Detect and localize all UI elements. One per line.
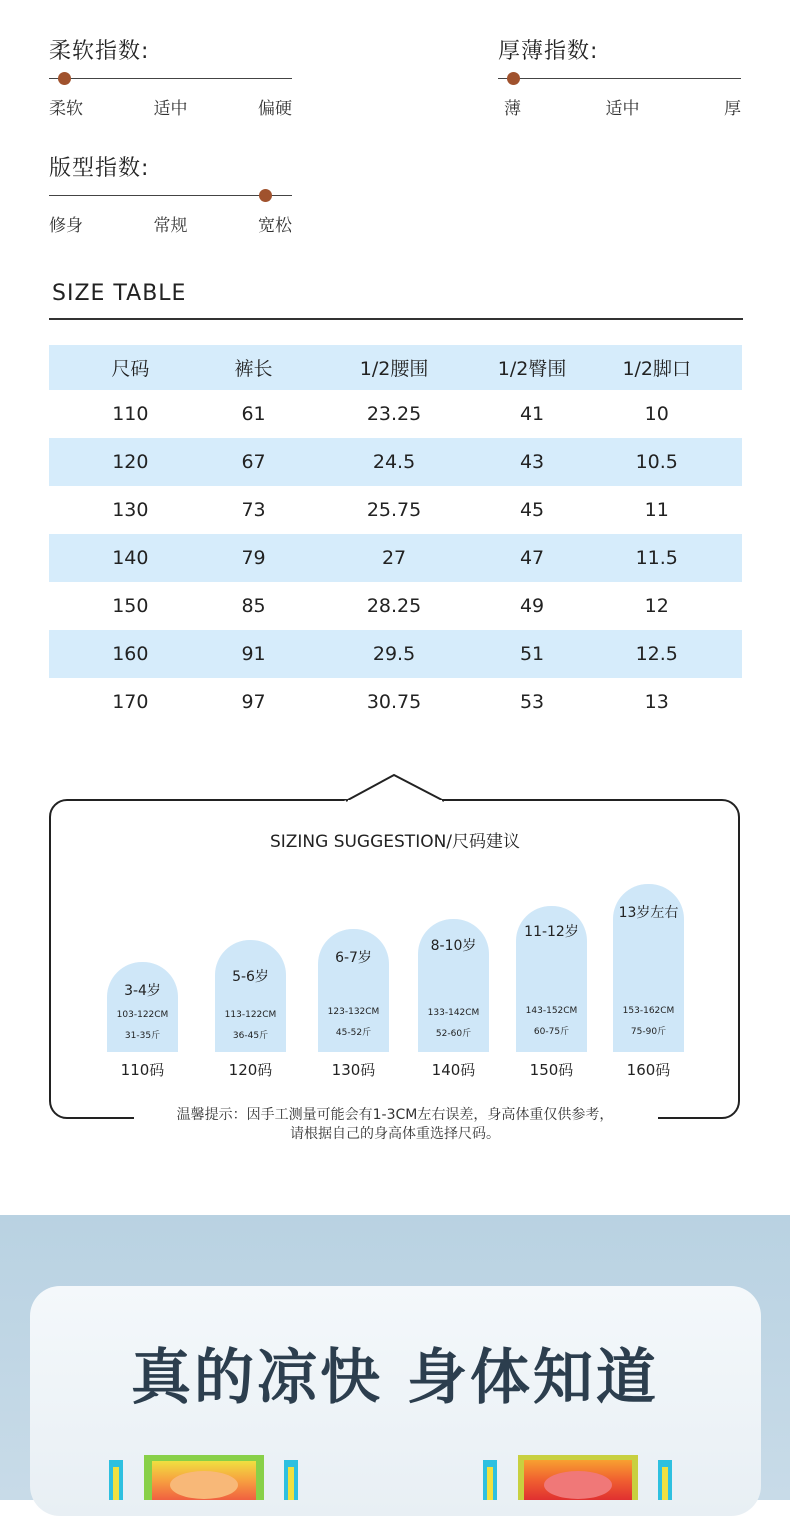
header-waist: 1/2腰围 [359,358,429,380]
thickness-index-labels [498,94,741,119]
fit-index [49,151,294,236]
fit-index-title: 版型指数: [49,156,150,181]
size-bar [107,962,178,1052]
header-hem: 1/2脚口 [622,358,692,380]
size-bar [215,940,286,1052]
bar-height-range: 133-142CM [427,1008,480,1018]
size-bar [613,884,684,1052]
cell-hip: 49 [519,595,545,617]
bar-age: 11-12岁 [524,924,579,940]
softness-index-title: 柔软指数: [49,39,150,64]
cell-length: 97 [241,691,266,713]
cell-waist: 27 [381,547,407,569]
fit-label-regular: 常规 [153,216,188,236]
table-row [49,390,742,438]
thickness-index-marker [507,72,520,85]
cell-hem: 11 [644,499,669,521]
bar-size-code: 160码 [626,1061,671,1079]
cell-hip: 51 [519,643,545,665]
softness-index-track [49,78,292,79]
bar-age: 6-7岁 [335,950,372,966]
cell-hip: 41 [519,403,545,425]
cell-length: 73 [241,499,266,521]
cell-waist: 25.75 [366,499,422,521]
cell-waist: 29.5 [372,643,416,665]
bar-size-code: 150码 [529,1061,574,1079]
bar-weight-range: 31-35斤 [124,1031,161,1041]
bar-weight-range: 75-90斤 [630,1027,667,1037]
size-table-title: SIZE TABLE [52,281,187,306]
cell-hem: 10.5 [635,451,678,473]
bar-weight-range: 52-60斤 [435,1029,472,1039]
panel-notch [340,770,450,803]
softness-label-soft: 柔软 [49,99,83,119]
fit-index-labels [49,211,292,236]
softness-index-labels [49,94,292,119]
cell-size: 150 [112,595,149,617]
bar-weight-range: 45-52斤 [335,1028,372,1038]
softness-label-hard: 偏硬 [258,99,292,119]
header-size: 尺码 [111,358,150,380]
bar-height-range: 113-122CM [224,1010,277,1020]
cell-size: 130 [112,499,149,521]
size-table [49,345,742,726]
table-row [49,582,742,630]
table-row [49,438,742,486]
cell-waist: 23.25 [366,403,422,425]
cell-waist: 28.25 [366,595,422,617]
cell-hem: 12 [644,595,669,617]
size-table-header [49,345,742,390]
cell-hip: 53 [519,691,545,713]
bar-size-code: 140码 [431,1061,476,1079]
thermal-image-right [478,1455,678,1500]
thickness-label-thick: 厚 [724,99,741,119]
cell-hem: 11.5 [635,547,678,569]
softness-label-medium: 适中 [153,99,188,119]
thermal-image-left [104,1455,304,1500]
cell-size: 170 [112,691,149,713]
thickness-index [498,34,743,119]
bar-size-code: 110码 [120,1061,165,1079]
sizing-suggestion-title: SIZING SUGGESTION/尺码建议 [269,832,521,852]
bar-age: 8-10岁 [430,938,477,954]
fit-label-loose: 宽松 [258,216,292,236]
cell-waist: 30.75 [366,691,422,713]
cell-hip: 47 [519,547,545,569]
table-row [49,678,742,726]
cell-hip: 43 [519,451,545,473]
bar-height-range: 123-132CM [327,1007,380,1017]
tip-line-1: 温馨提示：因手工测量可能会有1-3CM左右误差，身高体重仅供参考， [176,1107,614,1123]
size-bar [318,929,389,1052]
bar-height-range: 153-162CM [622,1006,675,1016]
size-table-divider [49,318,743,320]
bar-weight-range: 60-75斤 [533,1027,570,1037]
thickness-label-medium: 适中 [605,99,640,119]
table-row [49,486,742,534]
size-bar [418,919,489,1052]
softness-index [49,34,294,119]
thickness-label-thin: 薄 [504,99,521,119]
cell-hem: 13 [644,691,669,713]
fit-index-track [49,195,292,196]
thickness-index-title: 厚薄指数: [498,39,599,64]
cell-size: 110 [112,403,149,425]
softness-index-marker [58,72,71,85]
cell-hem: 12.5 [635,643,678,665]
fit-label-slim: 修身 [49,216,83,236]
cell-size: 140 [112,547,149,569]
bar-height-range: 103-122CM [116,1010,169,1020]
fit-index-marker [259,189,272,202]
bar-height-range: 143-152CM [525,1006,578,1016]
cell-length: 61 [241,403,266,425]
header-length: 裤长 [234,358,273,380]
table-row [49,534,742,582]
size-bar [516,906,587,1052]
bar-age: 13岁左右 [618,905,679,921]
table-row [49,630,742,678]
bar-size-code: 120码 [228,1061,273,1079]
cell-waist: 24.5 [372,451,416,473]
cell-length: 79 [241,547,266,569]
cell-size: 120 [112,451,149,473]
tip-line-2: 请根据自己的身高体重选择尺码。 [290,1126,500,1142]
bar-age: 3-4岁 [124,983,161,999]
cell-length: 85 [241,595,266,617]
promo-title: 真的凉快 身体知道 [131,1343,659,1413]
bar-age: 5-6岁 [232,969,269,985]
cell-hem: 10 [644,403,669,425]
cell-hip: 45 [519,499,545,521]
bar-weight-range: 36-45斤 [232,1031,269,1041]
thickness-index-track [498,78,741,79]
bar-size-code: 130码 [331,1061,376,1079]
cell-length: 91 [241,643,266,665]
cell-length: 67 [241,451,266,473]
cell-size: 160 [112,643,149,665]
header-hip: 1/2臀围 [497,358,567,380]
